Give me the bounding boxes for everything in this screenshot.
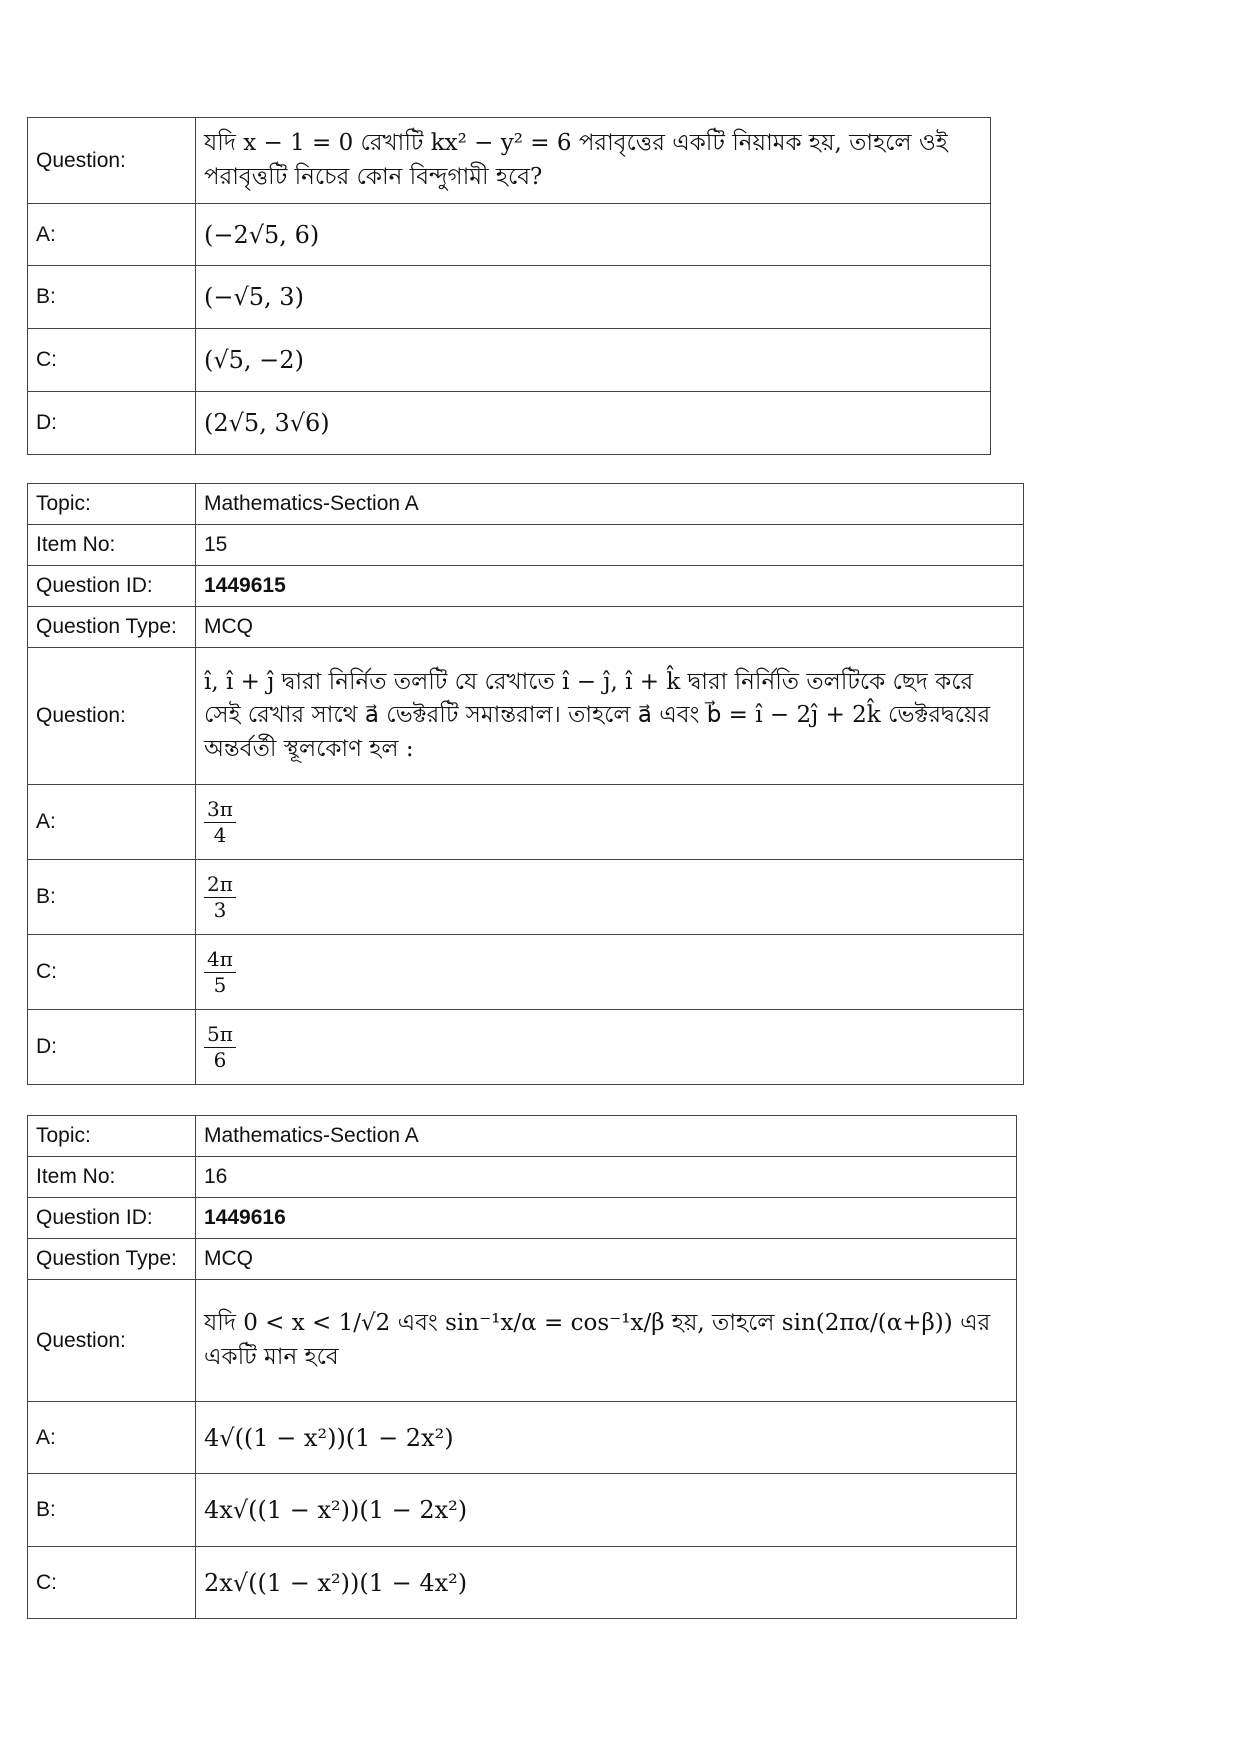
option-b-value: 4x√((1 − x²))(1 − 2x²) bbox=[196, 1474, 1017, 1547]
denominator: 4 bbox=[213, 823, 227, 847]
question-type-value: MCQ bbox=[196, 1239, 1017, 1280]
topic-label: Topic: bbox=[28, 484, 196, 525]
option-b-value: (−√5, 3) bbox=[196, 266, 991, 329]
denominator: 6 bbox=[213, 1048, 227, 1072]
numerator: 2π bbox=[204, 874, 236, 898]
question-table-15 bbox=[27, 483, 1024, 1085]
fraction bbox=[204, 874, 236, 921]
option-a-value: (−2√5, 6) bbox=[196, 204, 991, 266]
question-type-value: MCQ bbox=[196, 607, 1024, 648]
option-d-label: D: bbox=[28, 392, 196, 455]
numerator: 4π bbox=[204, 949, 236, 973]
question-label: Question: bbox=[28, 118, 196, 204]
option-c-label: C: bbox=[28, 935, 196, 1010]
option-c-label: C: bbox=[28, 329, 196, 392]
question-text: যদি x − 1 = 0 রেখাটি kx² − y² = 6 পরাবৃত্তের একটি নিয়ামক হয়, তাহলে ওই পরাবৃত্তটি নিচের কোন বিন্দুগামী হবে? bbox=[196, 118, 991, 204]
item-no-value: 16 bbox=[196, 1157, 1017, 1198]
option-a-label: A: bbox=[28, 204, 196, 266]
denominator: 5 bbox=[213, 973, 227, 997]
option-a-label: A: bbox=[28, 1402, 196, 1474]
question-type-label: Question Type: bbox=[28, 1239, 196, 1280]
denominator: 3 bbox=[213, 898, 227, 922]
question-table-14 bbox=[27, 117, 991, 455]
question-label: Question: bbox=[28, 648, 196, 785]
topic-value: Mathematics-Section A bbox=[196, 484, 1024, 525]
question-id-label: Question ID: bbox=[28, 566, 196, 607]
question-text: î, î + ĵ দ্বারা নির্নিত তলটি যে রেখাতে î − ĵ, î + k̂ দ্বারা নির্নিতি তলটিকে ছেদ করে সেই রেখার সাথে a⃗ ভেক্টরটি সমান্তরাল। তাহলে a⃗ এবং b⃗ = î − 2ĵ + 2k̂ ভেক্টরদ্বয়ের অন্তর্বর্তী স্থূলকোণ হল : bbox=[196, 648, 1024, 785]
question-table-16 bbox=[27, 1115, 1017, 1619]
item-no-label: Item No: bbox=[28, 525, 196, 566]
numerator: 3π bbox=[204, 799, 236, 823]
option-b-label: B: bbox=[28, 1474, 196, 1547]
item-no-value: 15 bbox=[196, 525, 1024, 566]
question-id-label: Question ID: bbox=[28, 1198, 196, 1239]
option-c-value: 2x√((1 − x²))(1 − 4x²) bbox=[196, 1547, 1017, 1619]
option-b-value bbox=[196, 860, 1024, 935]
option-a-label: A: bbox=[28, 785, 196, 860]
question-text: যদি 0 < x < 1/√2 এবং sin⁻¹x/α = cos⁻¹x/β হয়, তাহলে sin(2πα/(α+β)) এর একটি মান হবে bbox=[196, 1280, 1017, 1402]
item-no-label: Item No: bbox=[28, 1157, 196, 1198]
option-c-value: (√5, −2) bbox=[196, 329, 991, 392]
option-c-value bbox=[196, 935, 1024, 1010]
option-d-value: (2√5, 3√6) bbox=[196, 392, 991, 455]
fraction bbox=[204, 799, 236, 846]
option-c-label: C: bbox=[28, 1547, 196, 1619]
option-a-value bbox=[196, 785, 1024, 860]
option-d-label: D: bbox=[28, 1010, 196, 1085]
option-a-value: 4√((1 − x²))(1 − 2x²) bbox=[196, 1402, 1017, 1474]
question-type-label: Question Type: bbox=[28, 607, 196, 648]
fraction bbox=[204, 949, 236, 996]
option-b-label: B: bbox=[28, 860, 196, 935]
topic-label: Topic: bbox=[28, 1116, 196, 1157]
numerator: 5π bbox=[204, 1024, 236, 1048]
question-id-value: 1449615 bbox=[196, 566, 1024, 607]
question-id-value: 1449616 bbox=[196, 1198, 1017, 1239]
topic-value: Mathematics-Section A bbox=[196, 1116, 1017, 1157]
option-b-label: B: bbox=[28, 266, 196, 329]
question-label: Question: bbox=[28, 1280, 196, 1402]
fraction bbox=[204, 1024, 236, 1071]
option-d-value bbox=[196, 1010, 1024, 1085]
